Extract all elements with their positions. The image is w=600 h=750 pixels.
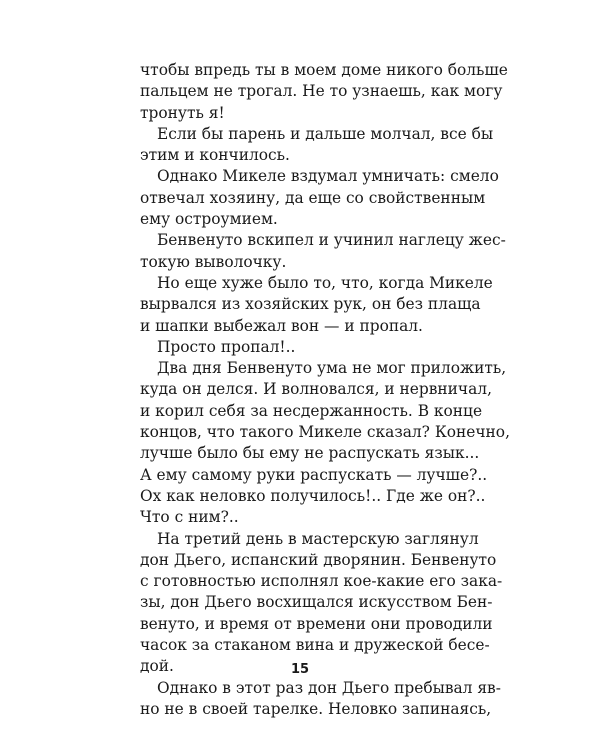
page-number: 15 <box>290 662 310 677</box>
text-line: лучше было бы ему не распускать язык... <box>140 444 480 463</box>
text-line: На третий день в мастерскую заглянул <box>157 529 479 548</box>
text-line: венуто, и время от времени они проводили <box>140 614 493 633</box>
text-line: часок за стаканом вина и дружеской бесе- <box>140 636 490 655</box>
text-line: тронуть я! <box>140 103 225 122</box>
text-line: отвечал хозяину, да еще со свойственным <box>140 188 486 207</box>
body-text <box>140 60 510 720</box>
text-line: чтобы впредь ты в моем доме никого больше <box>140 61 508 79</box>
text-line: Бенвенуто вскипел и учинил наглецу жес- <box>157 231 506 250</box>
text-line: Два дня Бенвенуто ума не мог приложить, <box>157 359 507 378</box>
text-line: но не в своей тарелке. Неловко запинаясь, <box>140 699 492 718</box>
text-line: куда он делся. И волновался, и нервничал, <box>140 380 492 399</box>
text-line: этим и кончилось. <box>140 146 290 165</box>
text-line: дон Дьего, испанский дворянин. Бенвенуто <box>140 550 497 569</box>
text-line: дой. <box>140 657 174 676</box>
text-line: Если бы парень и дальше молчал, все бы <box>157 124 494 143</box>
text-line: и корил себя за несдержанность. В конце <box>140 401 483 420</box>
text-line: и шапки выбежал вон — и пропал. <box>140 316 423 335</box>
text-line: А ему самому руки распускать — лучше?.. <box>140 465 488 484</box>
text-line: Просто пропал!.. <box>157 337 296 356</box>
text-line: ему остроумием. <box>140 210 278 229</box>
text-line: пальцем не трогал. Не то узнаешь, как могу <box>140 82 503 101</box>
text-line: токую выволочку. <box>140 252 287 271</box>
text-line: вырвался из хозяйских рук, он без плаща <box>140 295 481 314</box>
text-line: Ох как неловко получилось!.. Где же он?.. <box>140 486 486 505</box>
text-line: Что с ним?.. <box>140 508 239 527</box>
text-line: концов, что такого Микеле сказал? Конечно, <box>140 423 510 442</box>
text-line: Однако в этот раз дон Дьего пребывал яв- <box>157 678 501 697</box>
text-line: Но еще хуже было то, что, когда Микеле <box>157 273 493 292</box>
text-line: с готовностью исполнял кое-какие его зака- <box>140 572 503 591</box>
text-line: Однако Микеле вздумал умничать: смело <box>157 167 499 186</box>
text-line: зы, дон Дьего восхищался искусством Бен- <box>140 593 493 612</box>
